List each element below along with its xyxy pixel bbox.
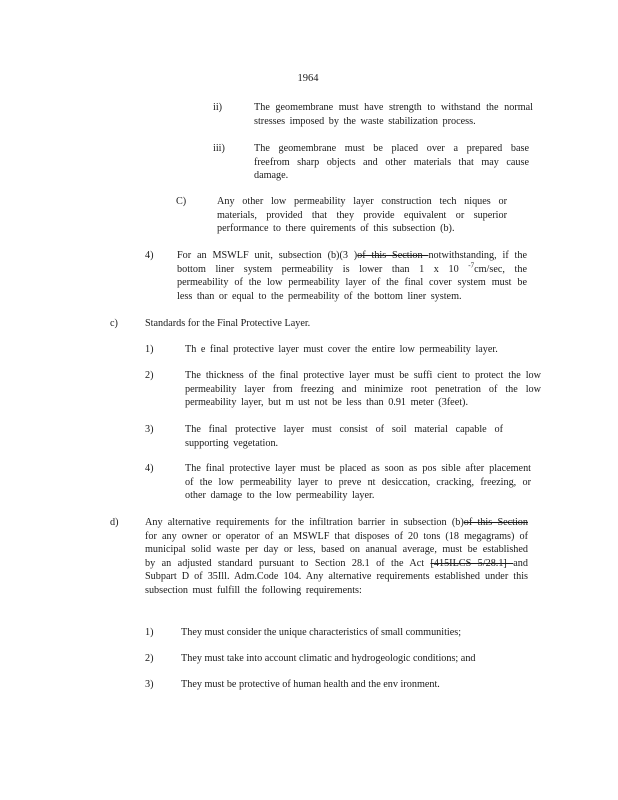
item-4-text: For an MSWLF unit, subsection (b)(3 )of this Section notwithstanding, if the bottom liner system permeability is lower than 1 x 10 $^{-7}$cm/sec, the permeability of the low permeability layer of the final cover system must be less than or equal to the permeability of the bottom liner system.: [177, 250, 527, 302]
c3-label: 3): [145, 424, 154, 435]
deleted-citation: [415ILCS 5/28.1]: [430, 557, 514, 569]
d1-text: They must consider the unique characteristics of small communities;: [181, 627, 462, 638]
item-ii-label: ii): [213, 102, 223, 113]
d2-label: 2): [145, 653, 154, 664]
c1-label: 1): [145, 344, 154, 355]
item-c-label: c): [110, 318, 118, 329]
item-d-label: d): [110, 517, 119, 528]
c1-text: Th e final protective layer must cover the entire low permeability layer.: [185, 344, 498, 355]
item-d-text: Any alternative requirements for the infiltration barrier in subsection (b)of this Section for any owner or operator of an MSWLF that disposes of 20 tons (18 megagrams) of municipal solid waste per day or less, based on ananual average, must be established by an adjusted standard pursuant to Section 28.1 of the Act [415ILCS 5/28.1] and Subpart D of 35Ill. Adm.Code 104. Any alternative requirements established under this subsection must fulfill the following requirements:: [145, 517, 528, 596]
deleted-text: of this Section: [463, 517, 528, 528]
item-iii-label: iii): [213, 143, 225, 154]
c4-label: 4): [145, 463, 154, 474]
c2-label: 2): [145, 370, 154, 381]
item-4-label: 4): [145, 250, 154, 261]
page-number: 1964: [297, 73, 319, 84]
item-C-text: Any other low permeability layer construction tech niques or materials, provided that they provide equivalent or superior performance to there quirements of this subsection (b).: [217, 196, 507, 235]
c4-text: The final protective layer must be placed as soon as pos sible after placement of the low permeability layer to preve nt desiccation, cracking, freezing, or other damage to the low permeability layer.: [185, 463, 531, 502]
d1-label: 1): [145, 627, 154, 638]
d3-label: 3): [145, 679, 154, 690]
c2-text: The thickness of the final protective layer must be suffi cient to protect the low permeability layer from freezing and minimize root penetration of the low permeability layer, but m ust not be less than 0.91 meter (3feet).: [185, 370, 541, 409]
deleted-text: of this Section: [357, 250, 429, 261]
d2-text: They must take into account climatic and hydrogeologic conditions; and: [181, 653, 476, 664]
d3-text: They must be protective of human health and the env ironment.: [181, 679, 440, 690]
c3-text: The final protective layer must consist of soil material capable of supporting vegetation.: [185, 424, 503, 449]
item-ii-text: The geomembrane must have strength to withstand the normal stresses imposed by the waste stabilization process.: [254, 102, 533, 127]
item-iii-text: The geomembrane must be placed over a prepared base freefrom sharp objects and other materials that may cause damage.: [254, 143, 529, 182]
item-c-heading: Standards for the Final Protective Layer.: [145, 318, 311, 329]
item-C-label: C): [176, 196, 187, 207]
